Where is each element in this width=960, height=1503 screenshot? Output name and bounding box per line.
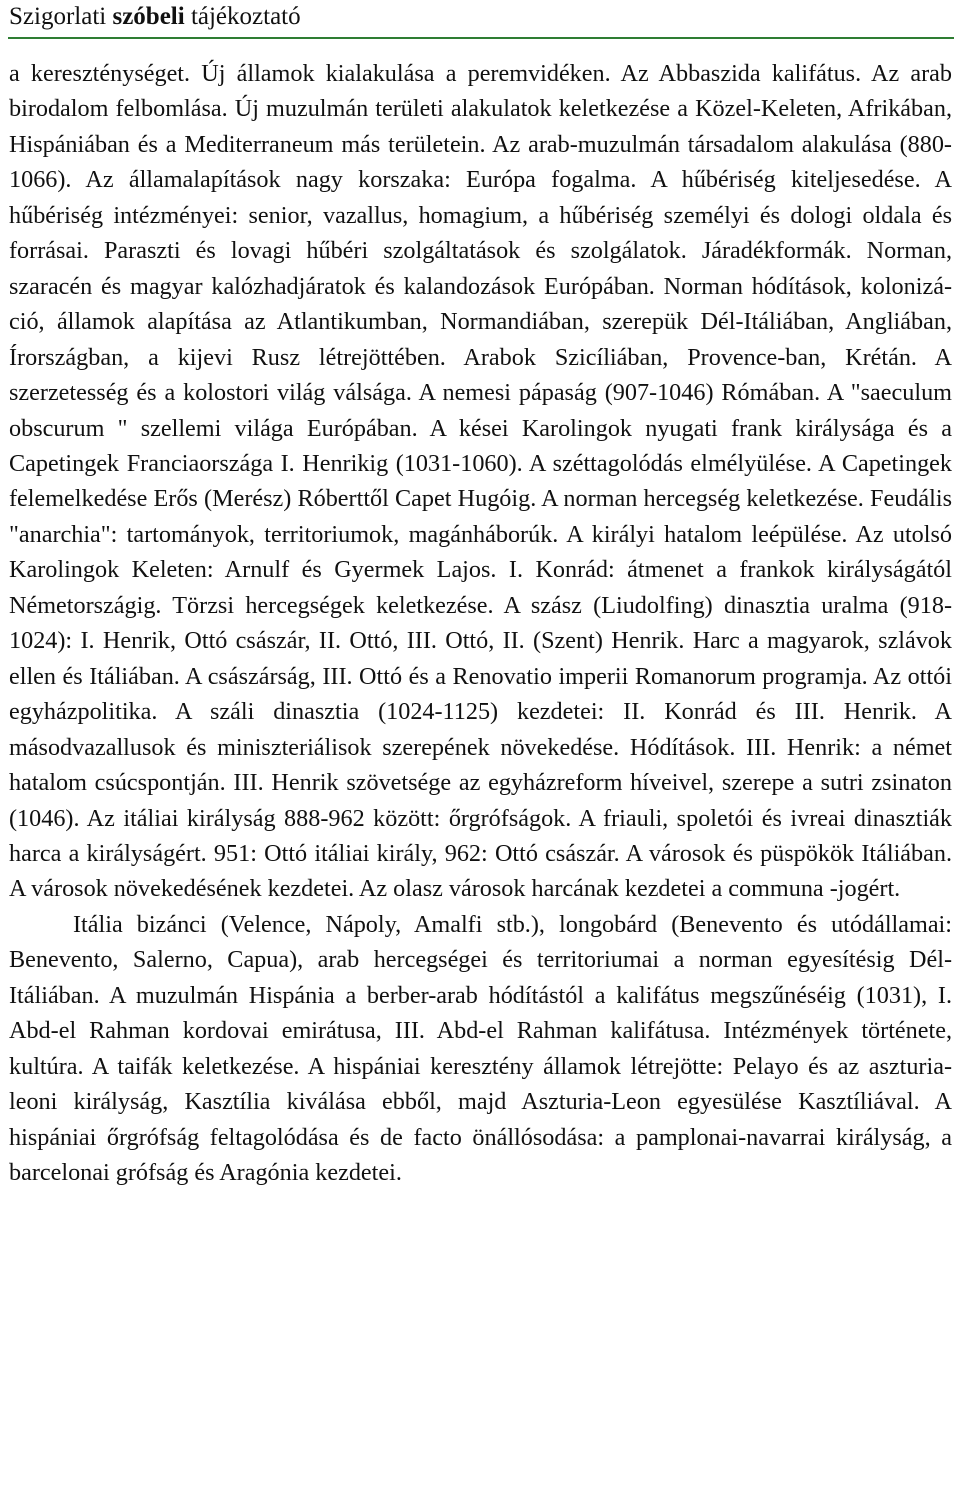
document-body [9, 56, 952, 1191]
page-header [9, 2, 301, 32]
paragraph-1: a kereszténységet. Új államok kialakulása a peremvidéken. Az Abbaszida kalifátus. Az arab birodalom felbomlása. Új muzulmán területi alakulatok keletkezése a Közel-Keleten, Afrikában, Hispániában és a Mediterraneum más területein. Az arab-muzulmán társadalom alakulása (880-1066). Az államalapítások nagy korszaka: Európa fogalma. A hűbériség kiteljesedése. A hűbériség intézményei: senior, vazallus, homagium, a hűbériség személyi és dologi oldala és forrásai. Paraszti és lovagi hűbéri szolgáltatások és szolgálatok. Járadékformák. Norman, szaracén és magyar kalózhadjáratok és kalandozások Európában. Norman hódítások, kolonizáció, államok alapítása az Atlantikumban, Normandiában, szerepük Dél-Itáliában, Angliában, Írországban, a kijevi Rusz létrejöttében. Arabok Szicíliában, Provence-ban, Krétán. A szerzetesség és a kolostori világ válsága. A nemesi pápaság (907-1046) Rómában. A "saeculum obscurum " szellemi világa Európában. A kései Karolingok nyugati frank királysága és a Capetingek Franciaországa I. Henrikig (1031-1060). A széttagolódás elmélyülése. A Capetingek felemelkedése Erős (Merész) Róberttől Capet Hugóig. A norman hercegség keletkezése. Feudális "anarchia": tartományok, territoriumok, magánháborúk. A királyi hatalom leépülése. Az utolsó Karolingok Keleten: Arnulf és Gyermek Lajos. I. Konrád: átmenet a frankok királyságától Németországig. Törzsi hercegségek keletkezése. A szász (Liudolfing) dinasztia uralma (918-1024): I. Henrik, Ottó császár, II. Ottó, III. Ottó, II. (Szent) Henrik. Harc a magyarok, szlávok ellen és Itáliában. A császárság, III. Ottó és a Renovatio imperii Romanorum programja. Az ottói egyházpolitika. A száli dinasztia (1024-1125) kezdetei: II. Konrád és III. Henrik. A másodvazallusok és miniszteriálisok szerepének növekedése. Hódítások. III. Henrik: a német hatalom csúcspontján. III. Henrik szövetsége az egyházreform híveivel, szerepe a sutri zsinaton (1046). Az itáliai királyság 888-962 között: őrgrófságok. A friauli, spoletói és ivreai dinasztiák harca a királyságért. 951: Ottó itáliai király, 962: Ottó császár. A városok és püspökök Itáliában. A városok növekedésének kezdetei. Az olasz városok harcának kezdetei a communa -jogért. [9, 60, 952, 903]
header-title-end: tájékoztató [184, 3, 301, 30]
header-title-bold: szóbeli [112, 3, 185, 30]
paragraph-2: Itália bizánci (Velence, Nápoly, Amalfi stb.), longobárd (Benevento és utódállamai: Benevento, Salerno, Capua), arab hercegségei és territoriumai a norman egyesítésig Dél-Itáliában. A muzulmán Hispánia a berber-arab hódítástól a kalifátus megszűnéséig (1031), I. Abd-el Rahman kordovai emirátusa, III. Abd-el Rahman kalifátusa. Intézmények története, kultúra. A taifák keletkezése. A hispániai keresztény államok létrejötte: Pelayo és az aszturia-leoni királyság, Kasztília kiválása ebből, majd Aszturia-Leon egyesülése Kasztíliával. A hispániai őrgrófság feltagolódása és de facto önállósodása: a pamplonai-navarrai királyság, a barcelonai grófság és Aragónia kezdetei. [9, 910, 952, 1187]
header-rule [8, 37, 954, 39]
header-title-start: Szigorlati [9, 3, 113, 30]
